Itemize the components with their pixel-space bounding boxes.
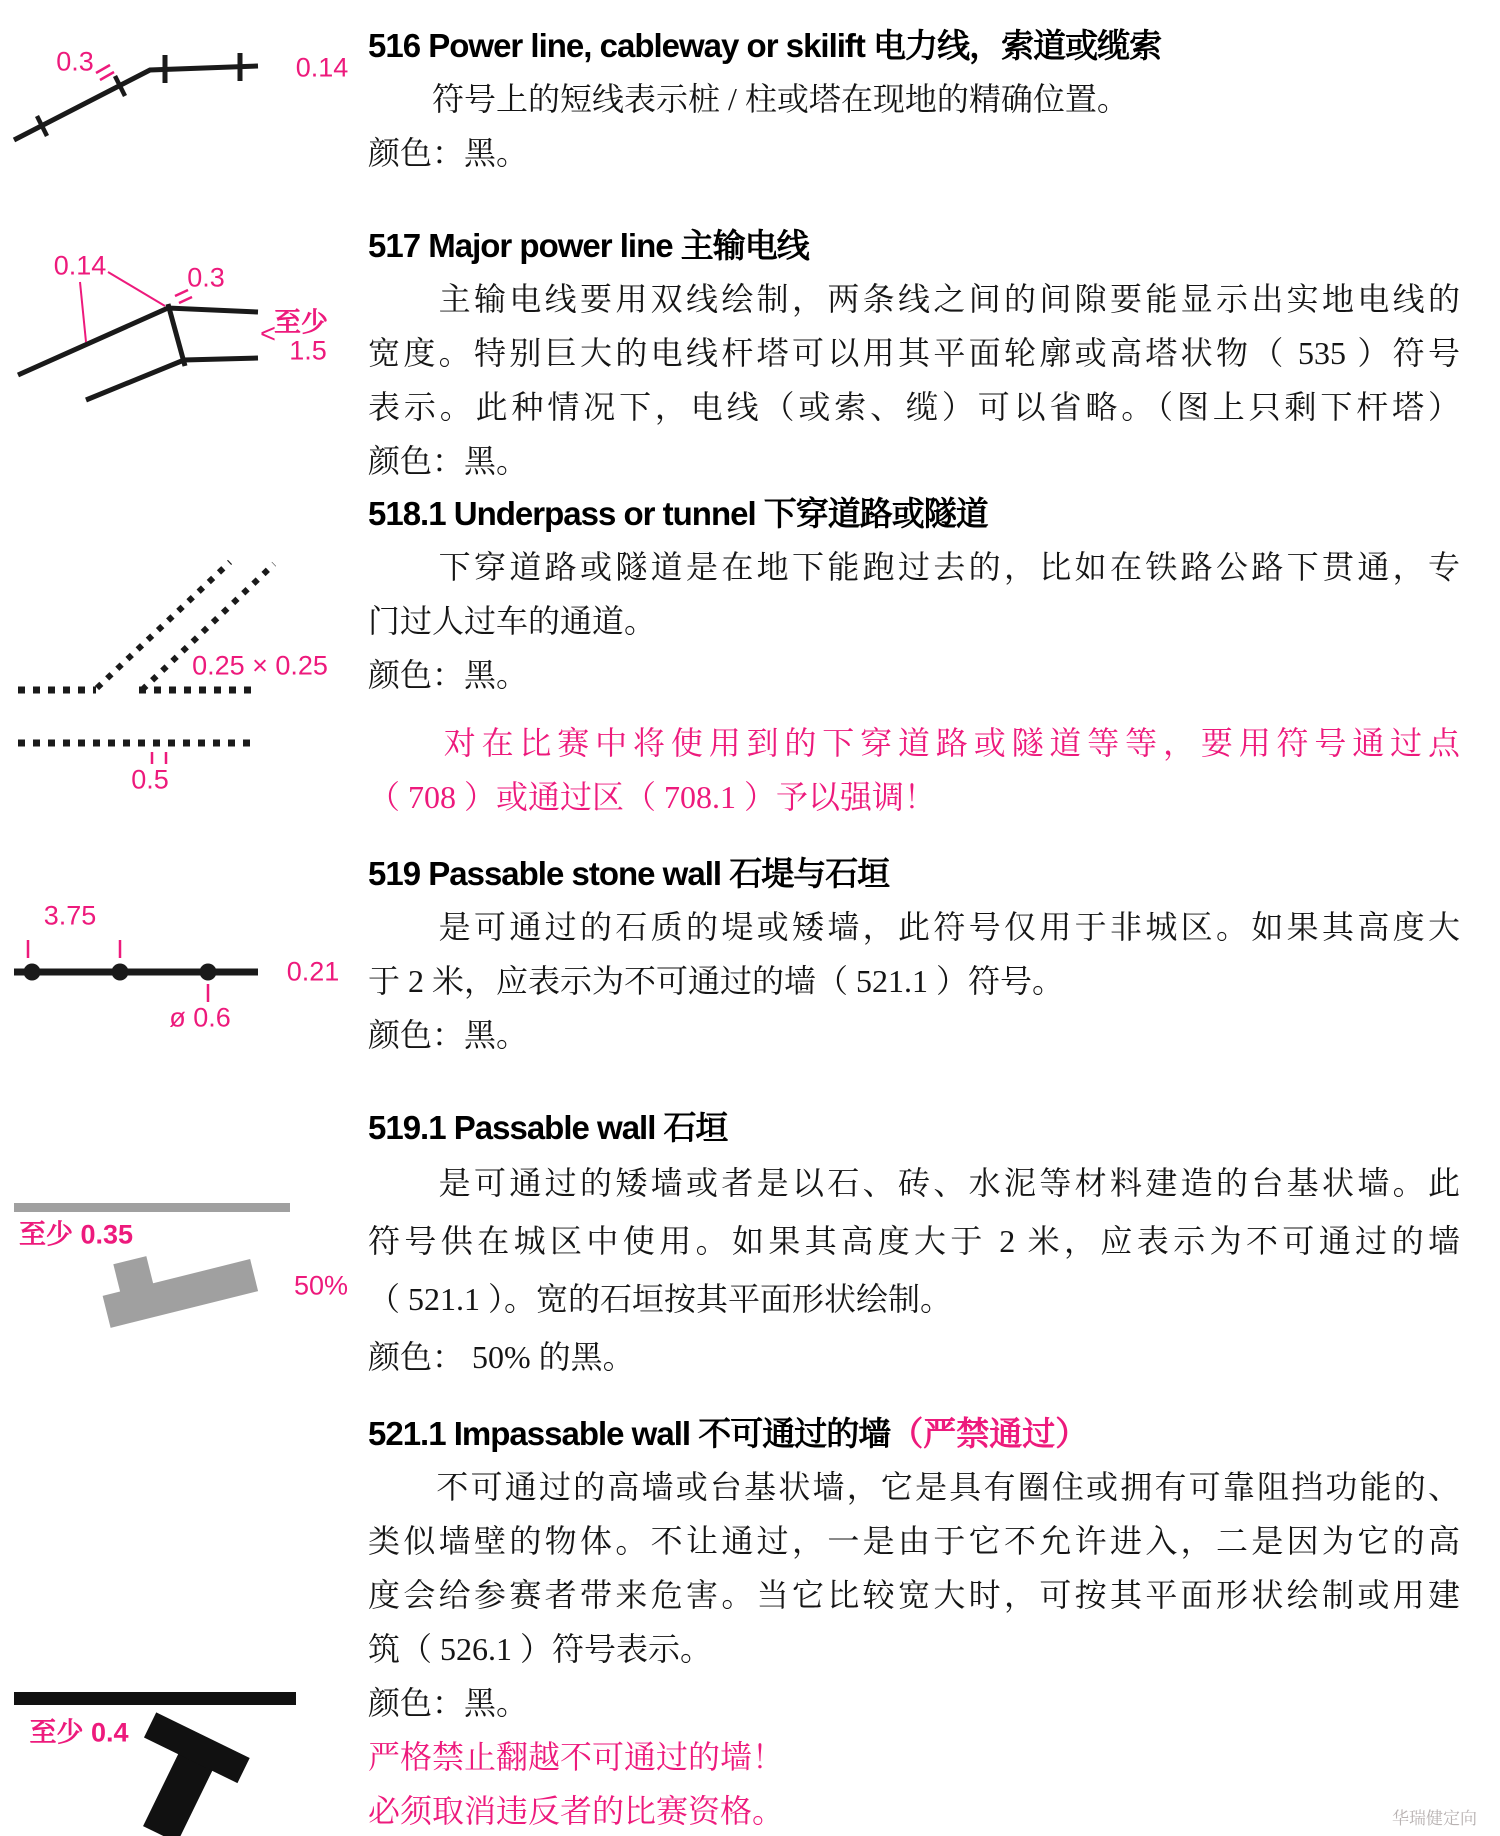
body-line: 主输电线要用双线绘制，两条线之间的间隙要能显示出实地电线的 xyxy=(368,281,1460,317)
section-516 xyxy=(368,24,1460,180)
dimension-mark xyxy=(179,297,192,303)
fig-517-less-than-sign: < xyxy=(260,318,276,349)
dimension-mark xyxy=(96,65,110,73)
color-note-line: 颜色：黑。 xyxy=(368,1017,529,1053)
fig-517-min-label: 至少 xyxy=(274,307,328,338)
grey-wall-line xyxy=(14,1203,290,1212)
section-521-1 xyxy=(368,1412,1460,1836)
body-line: 筑（ 526.1 ）符号表示。 xyxy=(368,1631,713,1667)
fig-519-dot-spacing-label: 3.75 xyxy=(43,900,97,931)
body-line: 于 2 米，应表示为不可通过的墙（ 521.1 ）符号。 xyxy=(368,963,1065,999)
fig-521-1-min-width-label: 至少 0.4 xyxy=(29,1717,129,1748)
wall-dot xyxy=(112,964,129,981)
section-516-title: 516 Power line, cableway or skilift 电力线，索道或缆索 xyxy=(368,27,1162,64)
section-518-1-title: 518.1 Underpass or tunnel 下穿道路或隧道 xyxy=(368,495,988,532)
color-note-line: 颜色：黑。 xyxy=(368,657,529,693)
section-519-1-title: 519.1 Passable wall 石垣 xyxy=(368,1109,728,1146)
color-note-line: 颜色：黑。 xyxy=(368,135,529,171)
section-521-1-title-main: 521.1 Impassable wall 不可通过的墙 xyxy=(368,1415,891,1452)
fig-519-1-tone-label: 50% xyxy=(293,1270,349,1301)
fig-519-stone-wall-symbol xyxy=(14,940,258,1002)
fig-519-line-width-label: 0.21 xyxy=(286,956,340,987)
wall-dot xyxy=(200,964,217,981)
dimension-leader xyxy=(80,282,86,342)
upper-line xyxy=(18,308,258,375)
color-note-line: 颜色：黑。 xyxy=(368,1685,529,1721)
warning-line: 必须取消违反者的比赛资格。 xyxy=(368,1793,785,1829)
fig-518-1-dot-size-label: 0.25 × 0.25 xyxy=(192,650,328,681)
fig-517-tick-width-label: 0.3 xyxy=(187,262,225,293)
body-line: 符号供在城区中使用。如果其高度大于 2 米，应表示为不可通过的墙 xyxy=(368,1223,1460,1259)
fig-517-min-gap-label: 1.5 xyxy=(289,335,327,366)
competition-note-line: （ 708 ）或通过区（ 708.1 ）予以强调！ xyxy=(368,779,937,815)
body-line: 类似墙壁的物体。不让通过，一是由于它不允许进入，二是因为它的高 xyxy=(368,1523,1460,1559)
section-519 xyxy=(368,852,1460,1062)
body-line: 是可通过的矮墙或者是以石、砖、水泥等材料建造的台基状墙。此 xyxy=(368,1165,1460,1201)
section-521-1-title xyxy=(368,1412,1460,1456)
fig-516-tick-length-label: 0.3 xyxy=(56,46,94,77)
body-line: 不可通过的高墙或台基状墙，它是具有圈住或拥有可靠阻挡功能的、 xyxy=(368,1469,1460,1505)
lower-line xyxy=(86,358,258,400)
fig-517-line-width-label: 0.14 xyxy=(53,250,107,281)
dimension-mark xyxy=(175,290,188,296)
dimension-mark xyxy=(100,72,114,80)
section-519-1 xyxy=(368,1106,1460,1386)
competition-note-line: 对在比赛中将使用到的下穿道路或隧道等等，要用符号通过点 xyxy=(368,725,1460,761)
warning-line: 严格禁止翻越不可通过的墙！ xyxy=(368,1739,785,1775)
fig-516-powerline-symbol xyxy=(14,53,258,140)
section-517 xyxy=(368,224,1460,488)
section-519-title: 519 Passable stone wall 石堤与石垣 xyxy=(368,855,890,892)
black-wall-plan-shape xyxy=(109,1712,250,1836)
body-line: 符号上的短线表示桩 / 柱或塔在现地的精确位置。 xyxy=(368,81,1129,117)
color-note-line: 颜色： 50% 的黑。 xyxy=(368,1339,635,1375)
section-518-1 xyxy=(368,492,1460,824)
fig-519-1-min-width-label: 至少 0.35 xyxy=(18,1219,134,1250)
body-line: 度会给参赛者带来危害。当它比较宽大时，可按其平面形状绘制或用建 xyxy=(368,1577,1460,1613)
dimension-leader xyxy=(108,272,165,306)
section-517-title: 517 Major power line 主输电线 xyxy=(368,227,809,264)
fig-518-1-gap-label: 0.5 xyxy=(131,764,169,795)
body-line: 下穿道路或隧道是在地下能跑过去的，比如在铁路公路下贯通，专 xyxy=(368,549,1460,585)
watermark: 华瑞健定向 xyxy=(1392,1809,1477,1828)
pylon-tick xyxy=(168,304,185,366)
black-wall-line xyxy=(14,1692,296,1705)
body-line: 表示。此种情况下，电线（或索、缆）可以省略。（图上只剩下杆塔） xyxy=(368,389,1460,425)
wall-dot xyxy=(24,964,41,981)
section-521-1-title-warning: （严禁通过） xyxy=(890,1415,1089,1452)
color-note-line: 颜色：黑。 xyxy=(368,443,529,479)
fig-516-line-width-label: 0.14 xyxy=(295,52,349,83)
body-line: （ 521.1 ）。宽的石垣按其平面形状绘制。 xyxy=(368,1281,953,1317)
body-line: 是可通过的石质的堤或矮墙，此符号仅用于非城区。如果其高度大 xyxy=(368,909,1460,945)
powerline-path xyxy=(14,66,258,140)
body-line: 宽度。特别巨大的电线杆塔可以用其平面轮廓或高塔状物（ 535 ）符号 xyxy=(368,335,1460,371)
body-line: 门过人过车的通道。 xyxy=(368,603,657,639)
fig-519-dot-diameter-label: ø 0.6 xyxy=(169,1002,231,1033)
